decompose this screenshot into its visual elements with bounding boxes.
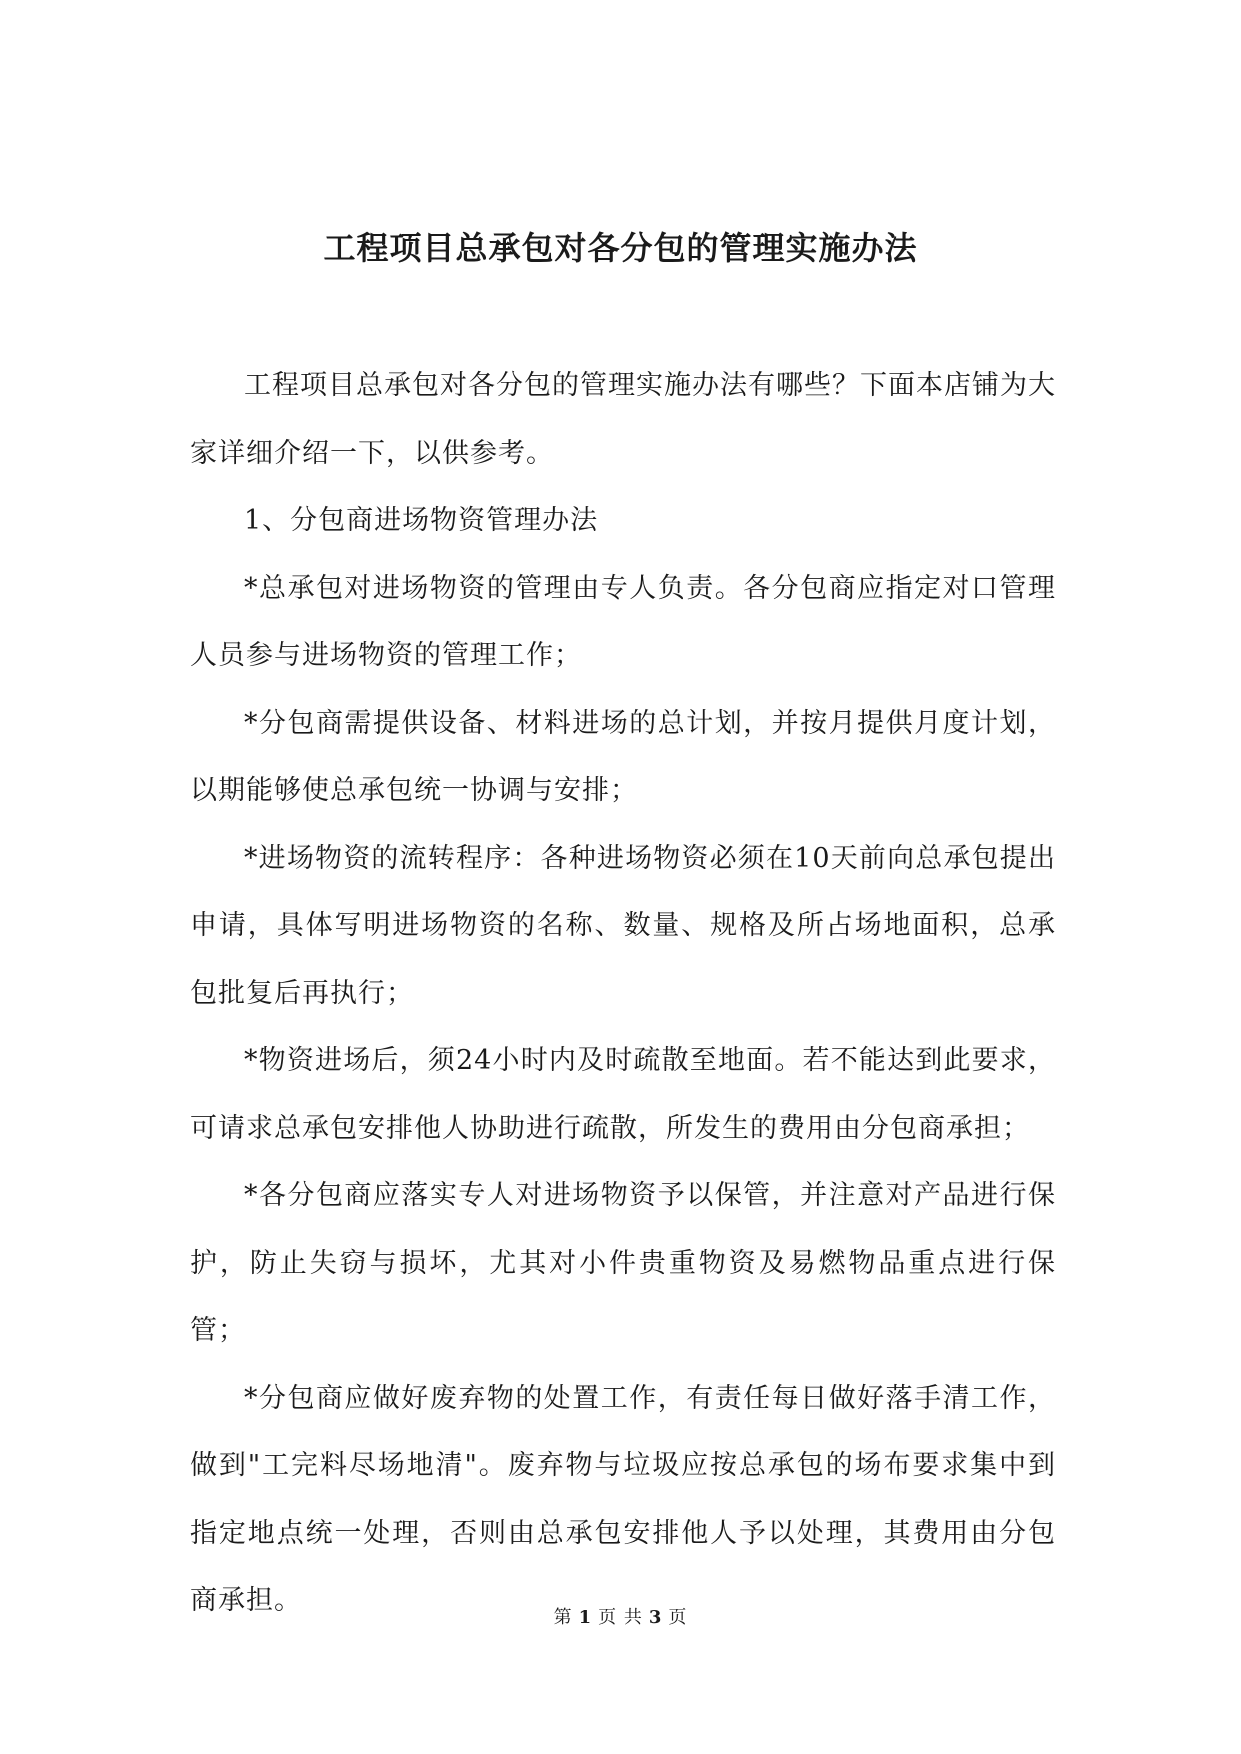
paragraph-item: *物资进场后，须24小时内及时疏散至地面。若不能达到此要求，可请求总承包安排他人协助进行疏散，所发生的费用由分包商承担； xyxy=(190,1045,1056,1144)
paragraph-item: *分包商应做好废弃物的处置工作，有责任每日做好落手清工作，做到"工完料尽场地清"。废弃物与垃圾应按总承包的场布要求集中到指定地点统一处理，否则由总承包安排他人予以处理，其费用由分包商承担。 xyxy=(190,1382,1056,1616)
document-title: 工程项目总承包对各分包的管理实施办法 xyxy=(323,229,918,267)
footer-prefix: 第 xyxy=(553,1607,573,1628)
paragraph-item: *总承包对进场物资的管理由专人负责。各分包商应指定对口管理人员参与进场物资的管理工作； xyxy=(190,572,1056,671)
footer-suffix: 页 xyxy=(668,1607,688,1628)
document-body xyxy=(190,352,1056,1635)
footer-middle: 页 共 xyxy=(598,1607,643,1628)
paragraph-item: *分包商需提供设备、材料进场的总计划，并按月提供月度计划，以期能够使总承包统一协调与安排； xyxy=(190,707,1056,806)
footer-current-page: 1 xyxy=(578,1607,593,1628)
footer-total-pages: 3 xyxy=(648,1607,663,1628)
paragraph-item: *各分包商应落实专人对进场物资予以保管，并注意对产品进行保护，防止失窃与损坏，尤其对小件贵重物资及易燃物品重点进行保管； xyxy=(190,1180,1056,1346)
paragraph-item: *进场物资的流转程序：各种进场物资必须在10天前向总承包提出申请，具体写明进场物资的名称、数量、规格及所占场地面积，总承包批复后再执行； xyxy=(190,842,1056,1009)
page-footer xyxy=(0,1606,1241,1630)
paragraph-intro: 工程项目总承包对各分包的管理实施办法有哪些？下面本店铺为大家详细介绍一下，以供参考。 xyxy=(190,370,1056,469)
section-heading: 1、分包商进场物资管理办法 xyxy=(244,505,599,536)
